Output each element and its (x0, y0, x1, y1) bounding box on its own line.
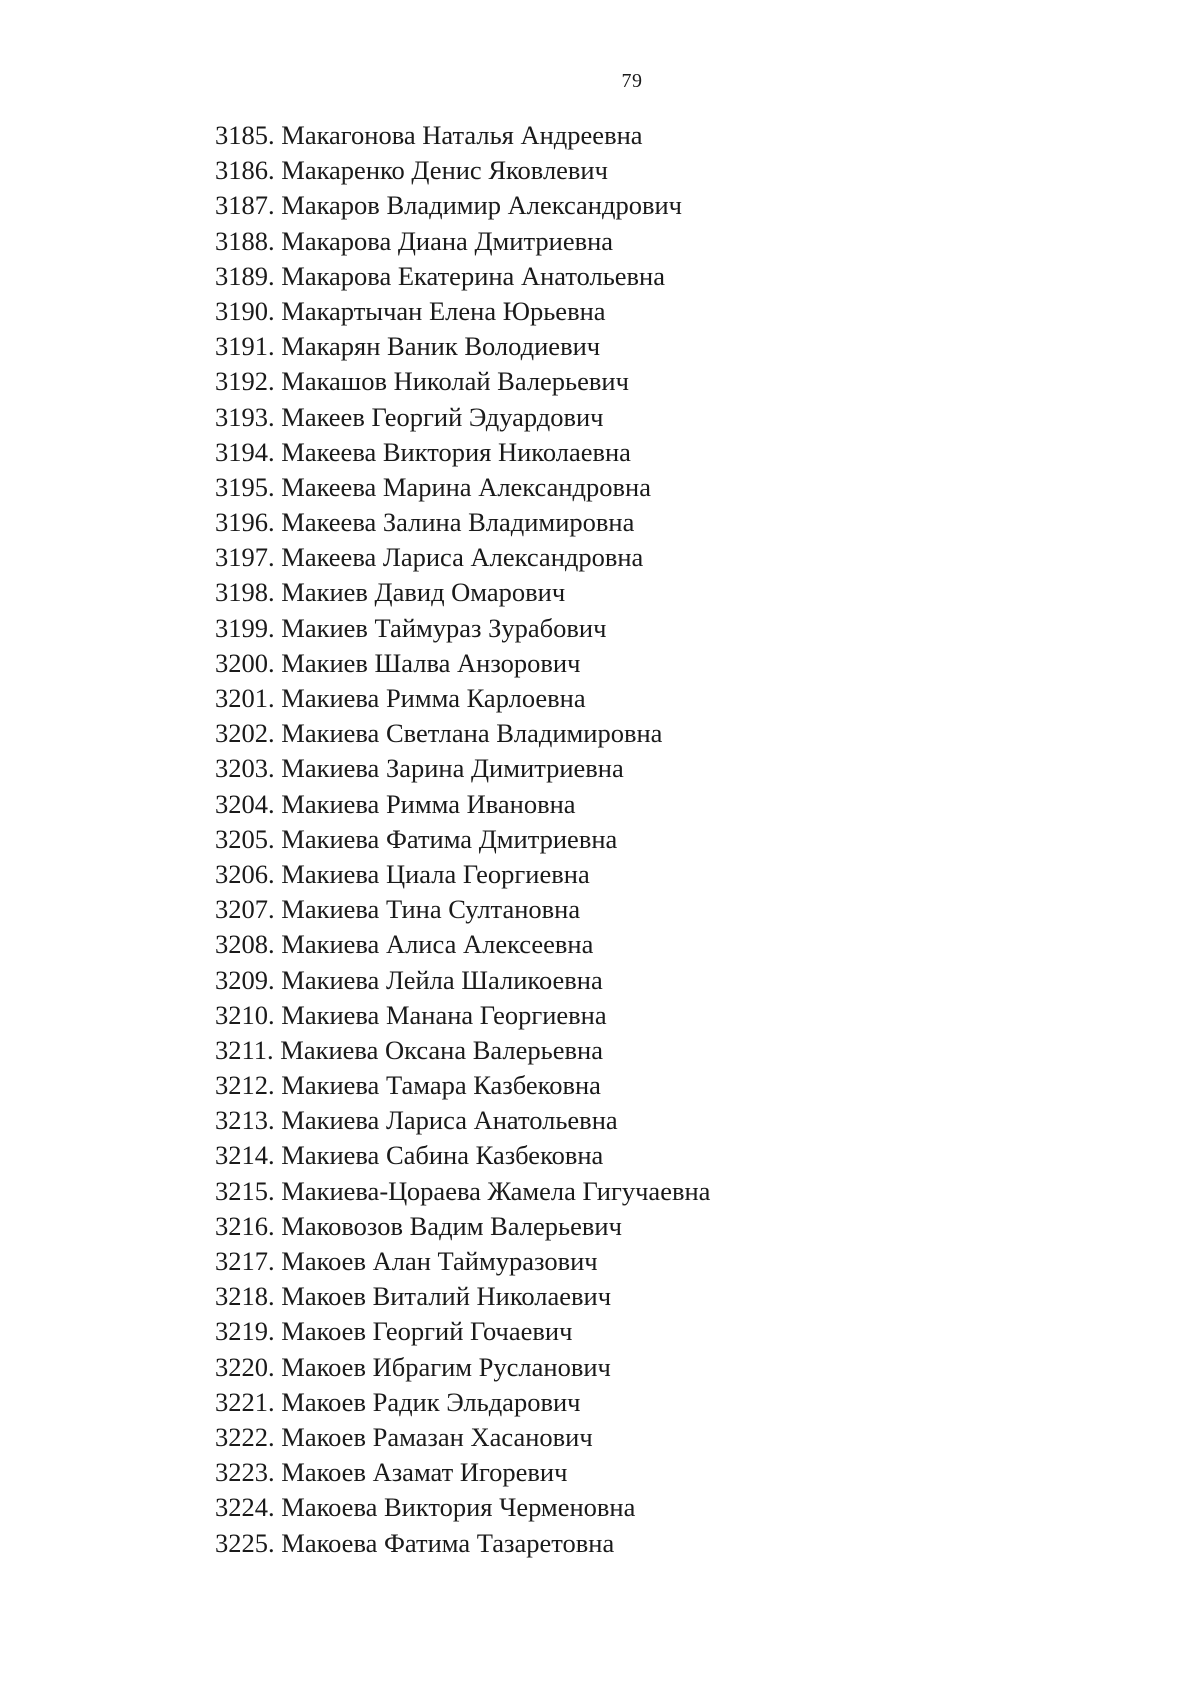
entry-full-name: Макарова Диана Дмитриевна (281, 225, 614, 256)
entry-number: 3190. (215, 295, 275, 326)
name-list (215, 118, 710, 1561)
entry-number: 3210. (215, 999, 275, 1030)
entry-full-name: Макеева Марина Александровна (281, 471, 651, 502)
entry-number: 3186. (215, 155, 275, 186)
entry-number: 3203. (215, 753, 275, 784)
list-item (215, 470, 710, 505)
entry-full-name: Макоева Виктория Черменовна (281, 1492, 636, 1523)
entry-full-name: Макеева Лариса Александровна (281, 542, 644, 573)
entry-full-name: Макеев Георгий Эдуардович (281, 401, 604, 432)
entry-number: 3213. (215, 1105, 275, 1136)
entry-number: 3185. (215, 120, 275, 150)
entry-full-name: Макоев Ибрагим Русланович (281, 1351, 611, 1382)
list-item (215, 998, 710, 1033)
entry-number: 3200. (215, 647, 275, 678)
entry-full-name: Макиев Шалва Анзорович (281, 647, 581, 678)
list-item (215, 224, 710, 259)
list-item (215, 1068, 710, 1103)
entry-full-name: Макиева Оксана Валерьевна (280, 1034, 603, 1065)
entry-number: 3187. (215, 190, 275, 221)
entry-number: 3217. (215, 1246, 275, 1276)
entry-number: 3216. (215, 1210, 275, 1241)
entry-full-name: Макагонова Наталья Андреевна (281, 120, 643, 150)
entry-full-name: Макоев Георгий Гочаевич (281, 1316, 573, 1347)
list-item (215, 1314, 710, 1349)
entry-full-name: Макиева Алиса Алексеевна (281, 929, 594, 960)
entry-full-name: Макоев Виталий Николаевич (281, 1281, 612, 1312)
entry-number: 3202. (215, 718, 275, 749)
entry-number: 3223. (215, 1457, 275, 1488)
entry-full-name: Макиева Тина Султановна (281, 894, 581, 925)
entry-full-name: Макиева Сабина Казбековна (281, 1140, 604, 1171)
entry-full-name: Макоев Азамат Игоревич (281, 1457, 568, 1488)
list-item (215, 1526, 710, 1561)
entry-full-name: Макаренко Денис Яковлевич (281, 155, 608, 186)
entry-number: 3206. (215, 858, 275, 889)
entry-number: 3198. (215, 577, 275, 608)
list-item (215, 787, 710, 822)
entry-number: 3220. (215, 1351, 275, 1382)
page-number: 79 (621, 70, 643, 92)
entry-number: 3208. (215, 929, 275, 960)
entry-number: 3191. (215, 331, 275, 362)
entry-number: 3189. (215, 260, 275, 291)
entry-full-name: Макарова Екатерина Анатольевна (281, 260, 665, 291)
entry-number: 3192. (215, 366, 275, 397)
list-item (215, 822, 710, 857)
entry-number: 3225. (215, 1527, 275, 1558)
list-item (215, 435, 710, 470)
entry-number: 3219. (215, 1316, 275, 1347)
list-item (215, 857, 710, 892)
entry-full-name: Макаров Владимир Александрович (281, 190, 682, 221)
list-item (215, 1033, 710, 1068)
list-item (215, 1174, 710, 1209)
list-item (215, 927, 710, 962)
list-item (215, 505, 710, 540)
list-item (215, 364, 710, 399)
list-item (215, 153, 710, 188)
entry-full-name: Макартычан Елена Юрьевна (281, 295, 606, 326)
list-item (215, 1138, 710, 1173)
entry-full-name: Макиева-Цораева Жамела Гигучаевна (281, 1175, 711, 1206)
list-item (215, 329, 710, 364)
entry-number: 3214. (215, 1140, 275, 1171)
list-item (215, 751, 710, 786)
entry-full-name: Макиева Тамара Казбековна (281, 1070, 601, 1101)
list-item (215, 575, 710, 610)
list-item (215, 716, 710, 751)
entry-number: 3218. (215, 1281, 275, 1312)
entry-full-name: Макоева Фатима Тазаретовна (281, 1527, 615, 1558)
entry-full-name: Макоев Алан Таймуразович (281, 1246, 598, 1276)
entry-full-name: Макоев Радик Эльдарович (281, 1386, 581, 1417)
entry-number: 3212. (215, 1070, 275, 1101)
list-item (215, 294, 710, 329)
list-item (215, 1455, 710, 1490)
entry-number: 3204. (215, 788, 275, 819)
entry-number: 3211. (215, 1034, 274, 1065)
list-item (215, 611, 710, 646)
list-item (215, 118, 710, 153)
entry-number: 3195. (215, 471, 275, 502)
list-item (215, 1420, 710, 1455)
entry-number: 3188. (215, 225, 275, 256)
list-item (215, 1209, 710, 1244)
list-item (215, 540, 710, 575)
list-item (215, 1244, 710, 1279)
entry-number: 3196. (215, 507, 275, 538)
entry-number: 3194. (215, 436, 275, 467)
entry-full-name: Макиева Фатима Дмитриевна (281, 823, 618, 854)
list-item (215, 400, 710, 435)
entry-full-name: Макеева Виктория Николаевна (281, 436, 631, 467)
entry-number: 3222. (215, 1421, 275, 1452)
entry-number: 3199. (215, 612, 275, 643)
entry-number: 3224. (215, 1492, 275, 1523)
list-item (215, 1279, 710, 1314)
entry-full-name: Макиева Лариса Анатольевна (281, 1105, 618, 1136)
list-item (215, 963, 710, 998)
list-item (215, 892, 710, 927)
list-item (215, 259, 710, 294)
list-item (215, 1103, 710, 1138)
entry-full-name: Макиев Давид Омарович (281, 577, 566, 608)
entry-number: 3205. (215, 823, 275, 854)
entry-full-name: Макиева Циала Георгиевна (281, 858, 590, 889)
entry-full-name: Макиев Таймураз Зурабович (281, 612, 607, 643)
list-item (215, 646, 710, 681)
entry-full-name: Макашов Николай Валерьевич (281, 366, 629, 397)
list-item (215, 188, 710, 223)
entry-full-name: Макарян Ваник Володиевич (281, 331, 601, 362)
entry-full-name: Макеева Залина Владимировна (281, 507, 635, 538)
entry-number: 3209. (215, 964, 275, 995)
entry-number: 3215. (215, 1175, 275, 1206)
entry-full-name: Макиева Зарина Димитриевна (281, 753, 624, 784)
entry-number: 3201. (215, 683, 275, 713)
entry-number: 3193. (215, 401, 275, 432)
entry-full-name: Макиева Римма Карлоевна (281, 683, 586, 713)
entry-number: 3207. (215, 894, 275, 925)
entry-full-name: Маковозов Вадим Валерьевич (281, 1210, 622, 1241)
entry-full-name: Макоев Рамазан Хасанович (281, 1421, 593, 1452)
entry-full-name: Макиева Римма Ивановна (281, 788, 576, 819)
list-item (215, 1350, 710, 1385)
entry-number: 3221. (215, 1386, 275, 1417)
entry-full-name: Макиева Манана Георгиевна (281, 999, 607, 1030)
list-item (215, 681, 710, 716)
list-item (215, 1385, 710, 1420)
entry-number: 3197. (215, 542, 275, 573)
list-item (215, 1490, 710, 1525)
entry-full-name: Макиева Светлана Владимировна (281, 718, 663, 749)
entry-full-name: Макиева Лейла Шаликоевна (281, 964, 603, 995)
